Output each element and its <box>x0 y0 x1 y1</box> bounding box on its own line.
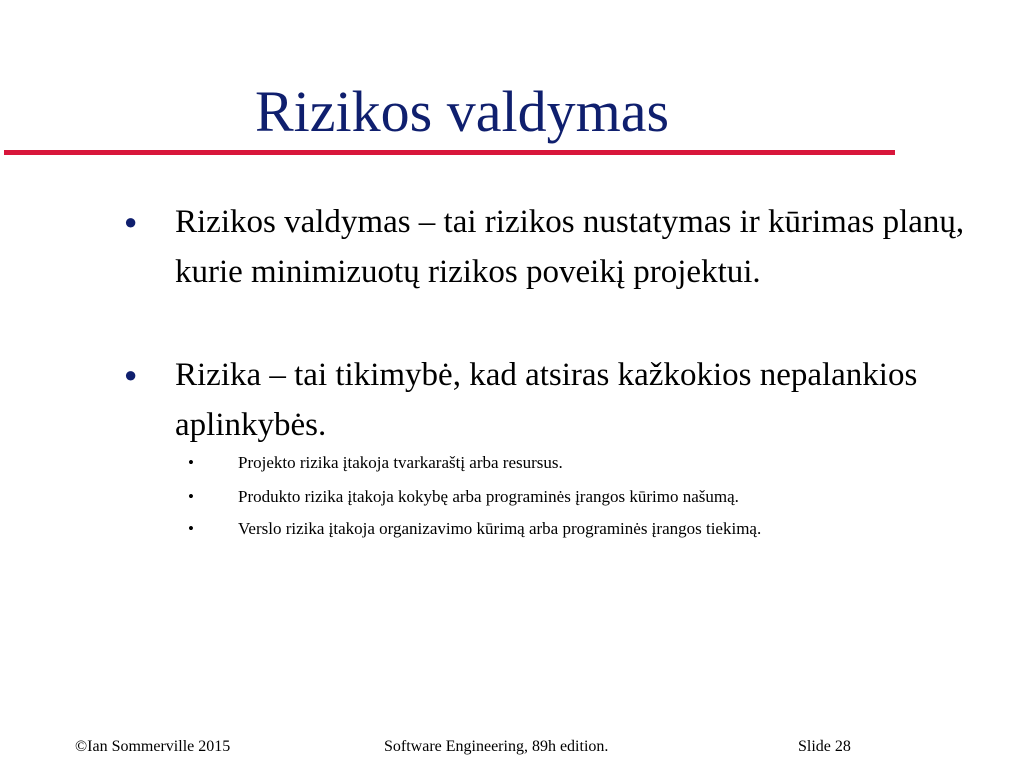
slide-title: Rizikos valdymas <box>255 79 670 144</box>
bullet-text: Rizika – tai tikimybė, kad atsiras kažkokios nepalankios aplinkybės. <box>175 357 918 443</box>
sub-bullet-text: Verslo rizika įtakoja organizavimo kūrimą arba programinės įrangos tiekimą. <box>238 519 762 538</box>
footer-slide-number: Slide 28 <box>798 738 851 755</box>
sub-bullet-item <box>188 451 1008 475</box>
sub-bullet-dot-icon: • <box>188 453 194 472</box>
bullet-dot-icon: ● <box>124 209 138 234</box>
bullet-item <box>124 197 995 297</box>
bullet-item <box>124 350 995 450</box>
sub-bullet-item <box>188 485 1008 509</box>
sub-bullet-text: Produkto rizika įtakoja kokybę arba programinės įrangos kūrimo našumą. <box>238 487 739 506</box>
sub-bullet-dot-icon: • <box>188 519 194 538</box>
sub-bullet-item <box>188 517 1008 541</box>
bullet-dot-icon: ● <box>124 362 138 387</box>
sub-bullet-text: Projekto rizika įtakoja tvarkaraštį arba resursus. <box>238 453 563 472</box>
footer-copyright: ©Ian Sommerville 2015 <box>75 738 231 755</box>
sub-bullet-dot-icon: • <box>188 487 194 506</box>
bullet-text: Rizikos valdymas – tai rizikos nustatymas ir kūrimas planų, kurie minimizuotų rizikos poveikį projektui. <box>175 204 965 290</box>
footer-book-title: Software Engineering, 89h edition. <box>384 738 609 755</box>
